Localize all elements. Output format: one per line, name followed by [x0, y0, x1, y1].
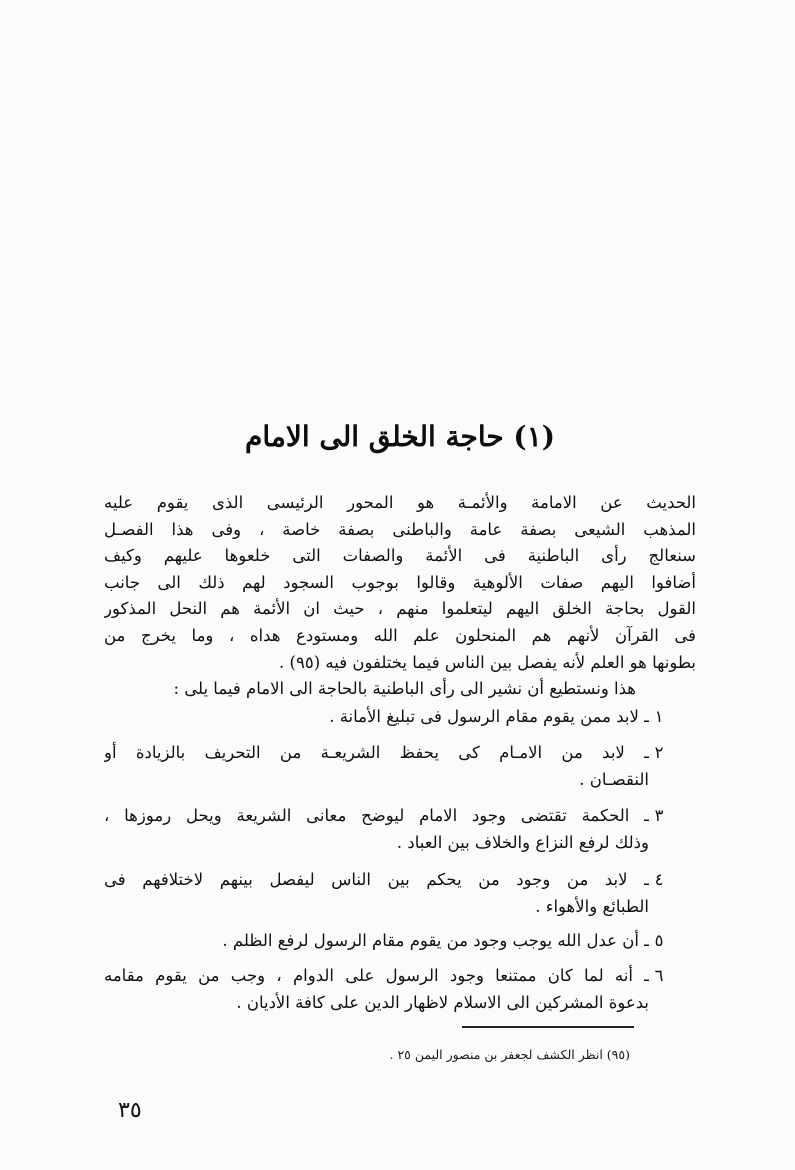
paragraph-line: الحديث عن الامامة والأئمـة هو المحور الرئيسى الذى يقوم عليه — [104, 493, 696, 512]
item-line: بدعوة المشركين الى الاسلام لاظهار الدين على كافة الأديان . — [236, 993, 649, 1012]
paragraph-line: المذهب الشيعى بصفة عامة والباطنى بصفة خاصة ، وفى هذا الفصـل — [104, 519, 696, 539]
footnote: (٩٥) انظر الكشف لجعفر بن منصور اليمن ٢٥ . — [389, 1047, 630, 1062]
item-line: ـ لابد من الامـام كى يحفظ الشريعـة من التحريف بالزيادة أو — [104, 743, 649, 762]
item-line: ـ لابد من وجود من يحكم بين الناس ليفصل بينهم لاختلافهم فى — [104, 870, 649, 889]
footnote-divider — [462, 1026, 634, 1028]
body-paragraph — [104, 490, 696, 676]
paragraph-line: سنعالج رأى الباطنية فى الأئمة والصفات التى خلعوها عليهم وكيف — [104, 546, 696, 566]
list-item — [104, 866, 664, 920]
item-line: وذلك لرفع النزاع والخلاف بين العباد . — [396, 833, 649, 852]
item-line: النقصـان . — [579, 770, 649, 789]
paragraph-line: أضافوا اليهم صفات الألوهية وقالوا بوجوب السجود لهم ذلك الى جانب — [104, 572, 696, 592]
item-line: ـ الحكمة تقتضى وجود الامام ليوضح معانى الشريعة ويحل رموزها ، — [104, 806, 649, 825]
item-line: الطبائع والأهواء . — [535, 897, 649, 916]
list-intro: هذا ونستطيع أن نشير الى رأى الباطنية بالحاجة الى الامام فيما يلى : — [173, 679, 636, 698]
item-line: ـ لابد ممن يقوم مقام الرسول فى تبليغ الأمانة . — [329, 707, 649, 726]
list-item — [104, 739, 664, 793]
item-number: ٦ — [654, 966, 664, 985]
page-number: ٣٥ — [118, 1098, 142, 1123]
list-item — [104, 802, 664, 856]
item-line: ـ أنه لما كان ممتنعا وجود الرسول على الدوام ، وجب من يقوم مقامه — [104, 966, 649, 985]
list-item — [104, 703, 664, 730]
item-number: ٤ — [654, 870, 664, 889]
list-item — [104, 962, 664, 1016]
item-number: ١ — [654, 707, 664, 726]
paragraph-line: فى القرآن لأنهم هم المنحلون علم الله ومستودع هداه ، وما يخرج من — [104, 625, 696, 645]
paragraph-line: بطونها هو العلم لأنه يفصل بين الناس فيما يختلفون فيه (٩٥) . — [279, 652, 696, 672]
item-number: ٣ — [654, 806, 664, 825]
item-number: ٢ — [654, 743, 664, 762]
list-item — [104, 927, 664, 954]
paragraph-line: القول بحاجة الخلق اليهم ليتعلموا منهم ، حيث ان الأئمة هم النحل المذكور — [104, 599, 696, 619]
chapter-heading: (١) حاجة الخلق الى الامام — [245, 420, 555, 453]
item-number: ٥ — [654, 931, 664, 950]
item-line: ـ أن عدل الله يوجب وجود من يقوم مقام الرسول لرفع الظلم . — [222, 931, 649, 950]
